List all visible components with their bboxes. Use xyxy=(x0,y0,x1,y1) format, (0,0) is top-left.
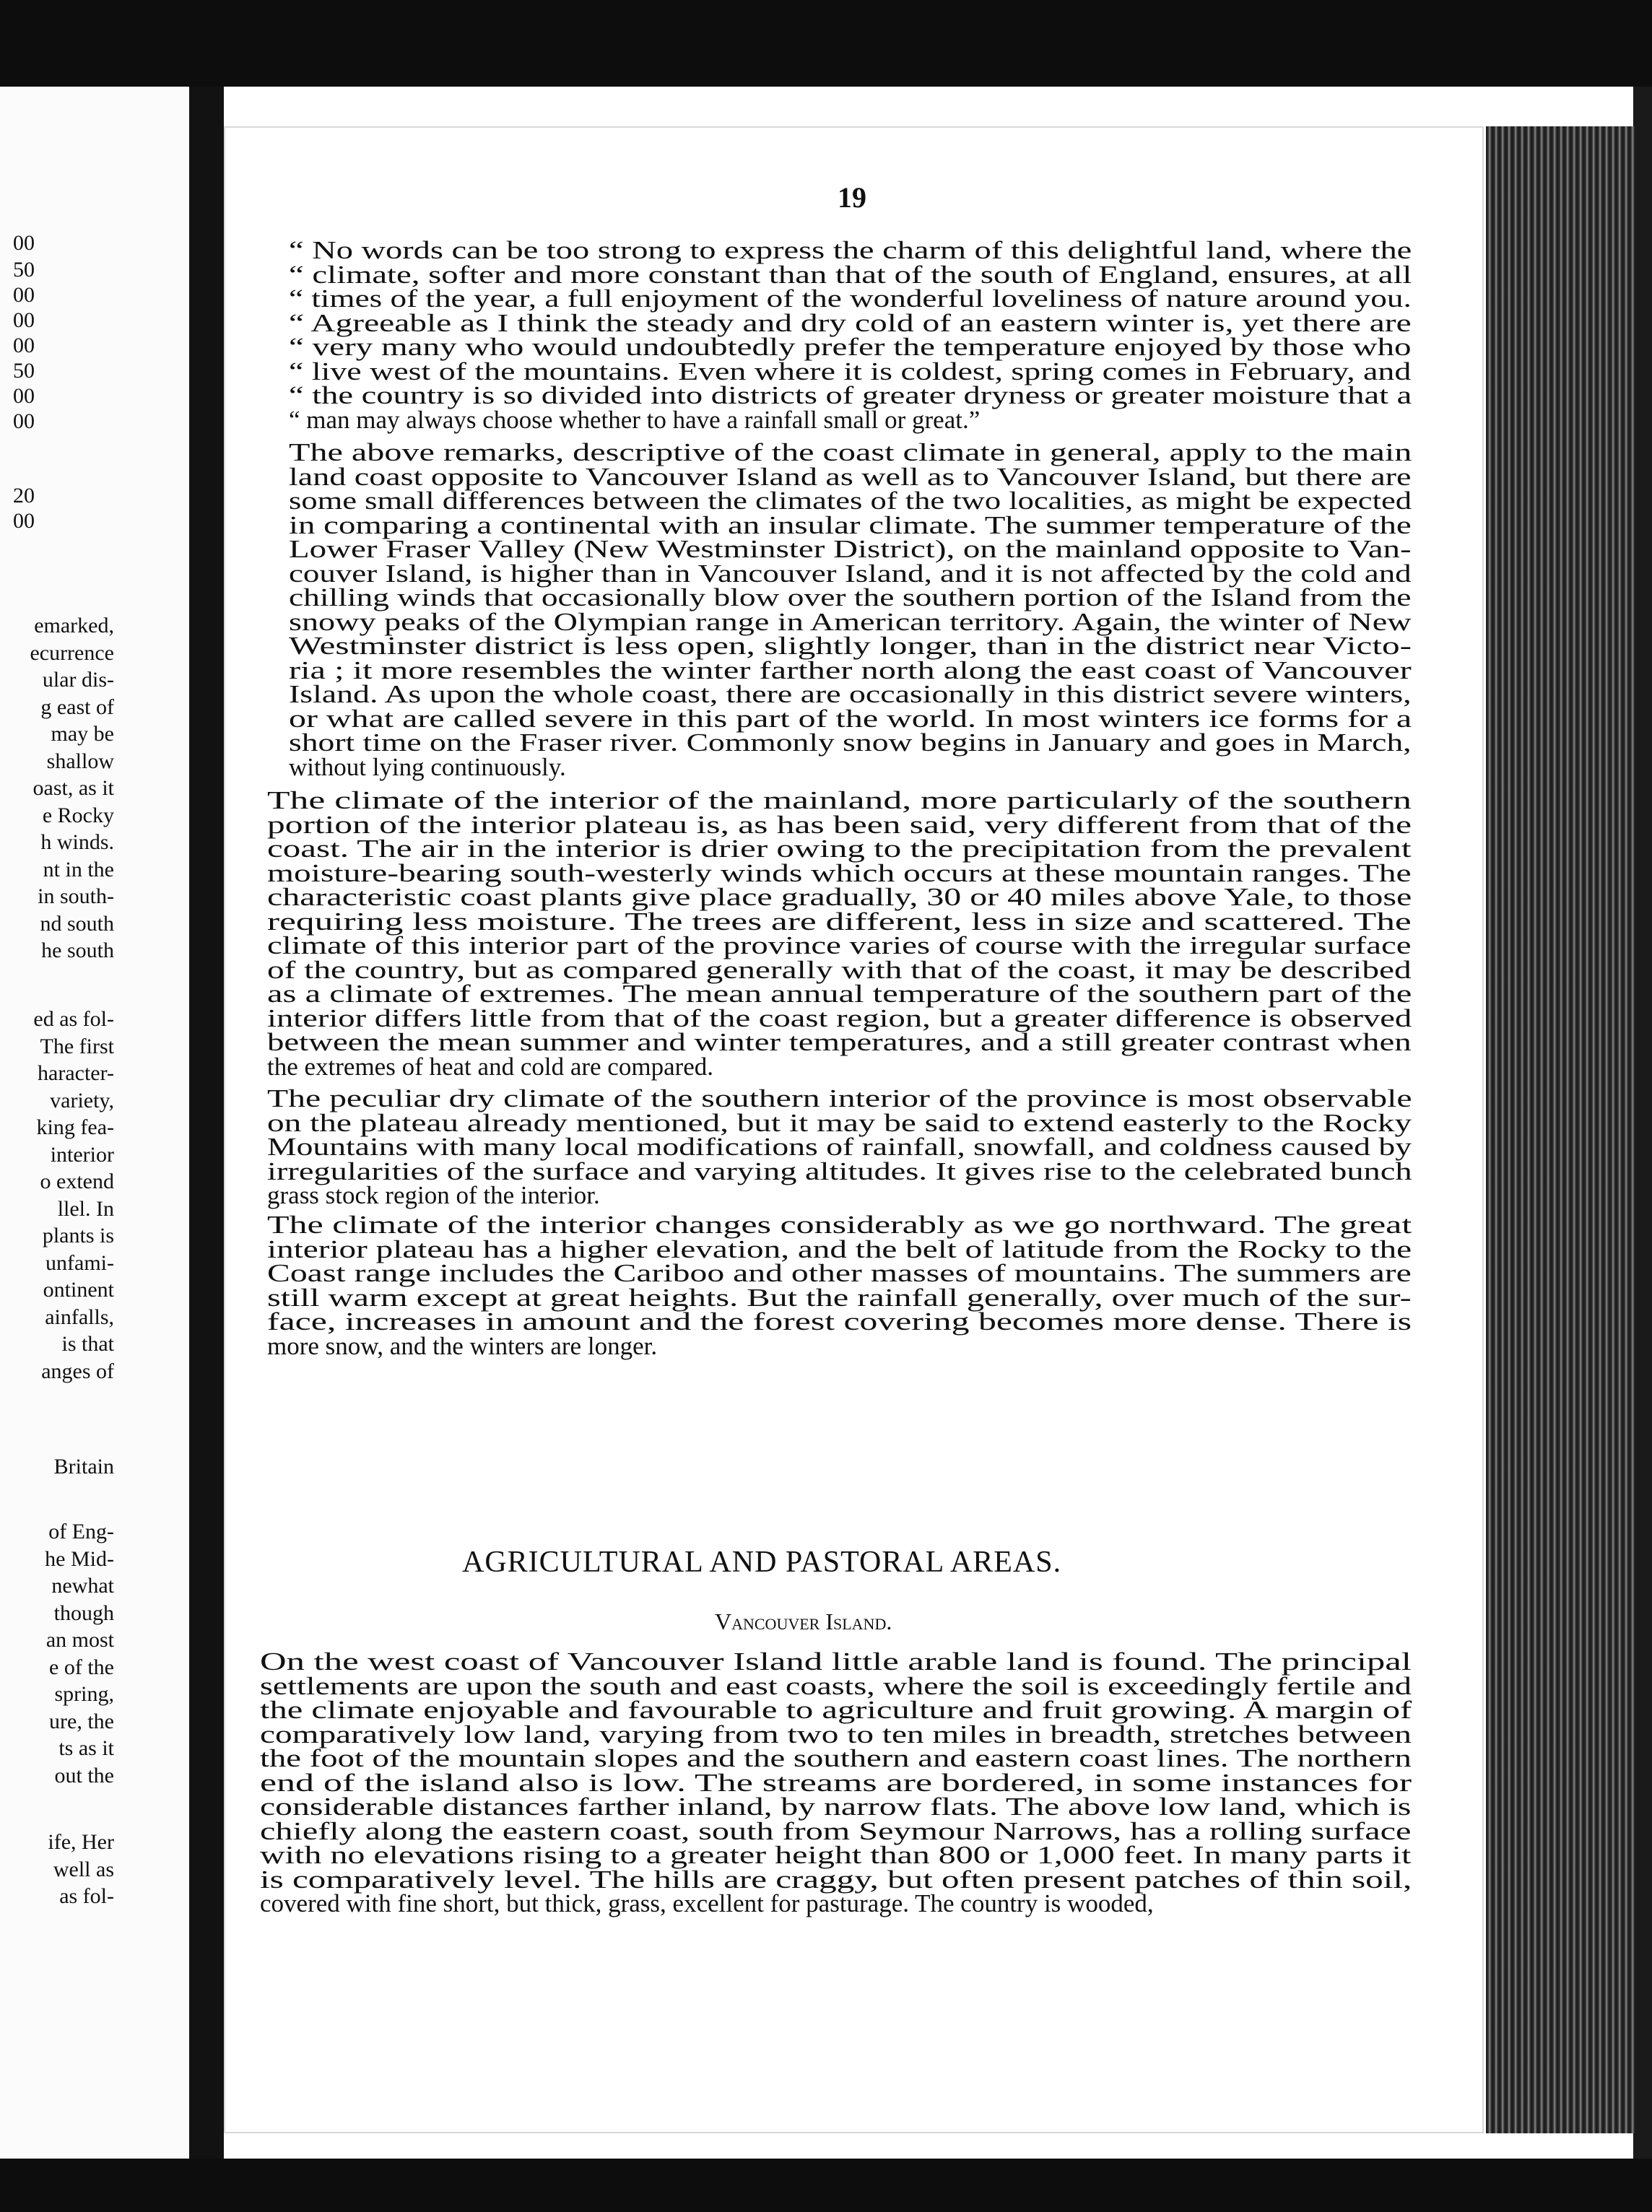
left-page-line: well as xyxy=(53,1857,114,1881)
text-line: “ man may always choose whether to have a rainfall small or great.” xyxy=(289,405,981,434)
left-page-line: anges of xyxy=(41,1359,114,1383)
left-page-number: 00 xyxy=(13,409,35,433)
left-page-line: ed as fol- xyxy=(33,1007,114,1031)
left-page-line: he Mid- xyxy=(45,1546,114,1571)
text-line: short time on the Fraser river. Commonly snow begins in January and goes in March, xyxy=(289,728,1412,757)
left-page-line: out the xyxy=(54,1763,114,1788)
text-line: moisture-bearing south-westerly winds which occurs at these mountain ranges. The xyxy=(267,858,1412,887)
quote-paragraph xyxy=(289,238,1412,432)
left-page-line: ecurrence xyxy=(30,640,114,665)
text-line: land coast opposite to Vancouver Island as well as to Vancouver Island, but there are xyxy=(289,462,1412,491)
text-line: considerable distances farther inland, by narrow flats. The above low land, which is xyxy=(260,1793,1412,1821)
text-line: Mountains with many local modifications of rainfall, snowfall, and coldness caused by xyxy=(267,1133,1412,1161)
left-page-line: he south xyxy=(41,939,114,962)
left-page-line: is that xyxy=(61,1332,114,1356)
page-number: 19 xyxy=(838,181,866,214)
text-line: snowy peaks of the Olympian range in American territory. Again, the winter of New xyxy=(289,607,1412,636)
scan-background-top xyxy=(0,0,1652,87)
left-page-line: h winds. xyxy=(40,830,114,854)
left-page-line: in south- xyxy=(38,884,114,908)
text-line: “ the country is so divided into districts of greater dryness or greater moisture that a xyxy=(289,381,1412,409)
paragraph-coast-climate xyxy=(289,440,1412,779)
left-page-line: g east of xyxy=(40,694,114,719)
left-page-number: 00 xyxy=(13,308,35,332)
text-line: “ climate, softer and more constant than that of the south of England, ensures, at all xyxy=(289,260,1412,289)
text-line: The peculiar dry climate of the southern interior of the province is most observable xyxy=(267,1084,1412,1112)
text-line: The climate of the interior changes considerably as we go northward. The great xyxy=(267,1211,1412,1239)
text-line: Lower Fraser Valley (New Westminster District), on the mainland opposite to Van- xyxy=(289,535,1412,563)
text-line: Coast range includes the Cariboo and other masses of mountains. The summers are xyxy=(267,1259,1412,1287)
text-line: face, increases in amount and the forest covering becomes more dense. There is xyxy=(267,1307,1412,1336)
left-page-line: oast, as it xyxy=(32,776,114,800)
left-page-number: 00 xyxy=(13,509,35,533)
text-line: interior differs little from that of the coast region, but a greater difference is observed xyxy=(267,1003,1412,1032)
left-page-line: e Rocky xyxy=(42,803,114,827)
left-page-line: ular dis- xyxy=(42,668,114,692)
left-page-line: plants is xyxy=(42,1224,114,1247)
paragraph-interior-climate xyxy=(267,788,1412,1079)
text-line: without lying continuously. xyxy=(289,752,566,781)
left-page-line: The first xyxy=(40,1034,114,1058)
left-page-line: o extend xyxy=(40,1170,114,1193)
text-line: the foot of the mountain slopes and the southern and eastern coast lines. The northern xyxy=(260,1744,1412,1772)
left-page-number: 00 xyxy=(13,384,35,408)
left-page-line: spring, xyxy=(54,1682,114,1706)
text-line: Westminster district is less open, slightly longer, than in the district near Victo- xyxy=(289,632,1412,660)
text-line: coast. The air in the interior is drier owing to the precipitation from the prevalent xyxy=(267,835,1412,863)
left-page-line: ontinent xyxy=(43,1278,114,1302)
text-line: grass stock region of the interior. xyxy=(267,1181,600,1209)
text-line: the climate enjoyable and favourable to agriculture and fruit growing. A margin of xyxy=(260,1696,1412,1724)
left-page-line: shallow xyxy=(46,749,114,773)
text-line: characteristic coast plants give place gradually, 30 or 40 miles above Yale, to those xyxy=(267,883,1412,911)
left-page-number: 50 xyxy=(13,258,35,282)
left-page-number: 50 xyxy=(13,359,35,383)
text-line: requiring less moisture. The trees are different, less in size and scattered. The xyxy=(267,907,1412,936)
section-heading: AGRICULTURAL AND PASTORAL AREAS. xyxy=(462,1546,1062,1579)
text-line: climate of this interior part of the province varies of course with the irregular surface xyxy=(267,931,1412,959)
text-line: The above remarks, descriptive of the coast climate in general, apply to the main xyxy=(289,438,1412,466)
text-line: ria ; it more resembles the winter farther north along the east coast of Vancouver xyxy=(289,656,1412,684)
left-page-line: e of the xyxy=(49,1655,114,1679)
left-page-line: ts as it xyxy=(58,1736,114,1760)
text-line: The climate of the interior of the mainland, more particularly of the southern xyxy=(267,786,1412,814)
text-line: On the west coast of Vancouver Island little arable land is found. The principal xyxy=(260,1647,1412,1676)
left-page-line: may be xyxy=(51,722,114,746)
left-page-number: 20 xyxy=(13,484,35,508)
left-page-line: of Eng- xyxy=(48,1520,114,1543)
text-line: or what are called severe in this part of the world. In most winters ice forms for a xyxy=(289,704,1412,733)
text-line: on the plateau already mentioned, but it may be said to extend easterly to the Rocky xyxy=(267,1108,1412,1137)
text-line: “ Agreeable as I think the steady and dry cold of an eastern winter is, yet there are xyxy=(289,308,1412,337)
text-line: “ times of the year, a full enjoyment of the wonderful loveliness of nature around you. xyxy=(289,284,1412,313)
left-page-line: nt in the xyxy=(43,857,114,881)
scan-background-bottom xyxy=(0,2159,1652,2212)
text-line: portion of the interior plateau is, as has been said, very different from that of the xyxy=(267,810,1412,839)
left-page-line: variety, xyxy=(50,1088,114,1112)
text-line: still warm except at great heights. But the rainfall generally, over much of the sur- xyxy=(267,1283,1412,1312)
left-page-line: llel. In xyxy=(57,1196,114,1221)
left-page-line: ife, Her xyxy=(48,1830,114,1854)
left-page-number: 00 xyxy=(13,231,35,255)
left-page-line: emarked, xyxy=(34,614,114,637)
left-page-line: haracter- xyxy=(38,1061,114,1085)
text-line: irregularities of the surface and varying altitudes. It gives rise to the celebrated bunch xyxy=(267,1157,1412,1185)
text-line: in comparing a continental with an insular climate. The summer temperature of the xyxy=(289,510,1412,539)
text-line: with no elevations rising to a greater height than 800 or 1,000 feet. In many parts it xyxy=(260,1841,1412,1869)
left-page-line: an most xyxy=(45,1628,114,1652)
text-line: chiefly along the eastern coast, south from Seymour Narrows, has a rolling surface xyxy=(260,1816,1412,1845)
text-line: comparatively low land, varying from two to ten miles in breadth, stretches between xyxy=(260,1720,1412,1749)
text-line: the extremes of heat and cold are compared. xyxy=(267,1052,714,1081)
book-gutter xyxy=(189,87,224,2159)
left-page-line: ainfalls, xyxy=(45,1305,114,1329)
text-line: chilling winds that occasionally blow over the southern portion of the Island from the xyxy=(289,583,1412,611)
text-line: between the mean summer and winter temperatures, and a still greater contrast when xyxy=(267,1028,1412,1056)
left-page-line: Britain xyxy=(53,1455,114,1479)
sub-heading: Vancouver Island. xyxy=(715,1608,892,1634)
text-line: covered with fine short, but thick, grass, excellent for pasturage. The country is wooded, xyxy=(260,1889,1154,1917)
text-line: “ very many who would undoubtedly prefer the temperature enjoyed by those who xyxy=(289,333,1412,361)
text-line: couver Island, is higher than in Vancouver Island, and it is not affected by the cold and xyxy=(289,559,1412,588)
paragraph-dry-climate xyxy=(267,1084,1412,1209)
paragraph-northern-climate xyxy=(267,1213,1412,1358)
text-line: “ live west of the mountains. Even where it is coldest, spring comes in February, and xyxy=(289,357,1412,386)
left-page-number: 00 xyxy=(13,283,35,307)
left-page-line: unfami- xyxy=(45,1250,114,1275)
left-page-line: as fol- xyxy=(59,1884,114,1908)
left-facing-page xyxy=(0,87,189,2159)
text-line: settlements are upon the south and east coasts, where the soil is exceedingly fertile and xyxy=(260,1671,1412,1700)
left-page-line: newhat xyxy=(51,1574,114,1598)
text-line: is comparatively level. The hills are craggy, but often present patches of thin soil, xyxy=(260,1865,1412,1894)
left-page-line: interior xyxy=(50,1142,114,1167)
text-line: as a climate of extremes. The mean annual temperature of the southern part of the xyxy=(267,980,1412,1008)
left-page-line: ure, the xyxy=(49,1709,114,1733)
text-line: more snow, and the winters are longer. xyxy=(267,1331,658,1360)
text-line: of the country, but as compared generally with that of the coast, it may be described xyxy=(267,955,1412,984)
left-page-line: king fea- xyxy=(36,1115,114,1139)
left-page-line: though xyxy=(53,1601,114,1625)
text-line: end of the island also is low. The streams are bordered, in some instances for xyxy=(260,1768,1412,1797)
left-page-line: nd south xyxy=(40,911,114,936)
paragraph-vancouver-island xyxy=(260,1647,1412,1917)
text-line: interior plateau has a higher elevation, and the belt of latitude from the Rocky to the xyxy=(267,1235,1412,1263)
text-line: “ No words can be too strong to express the charm of this delightful land, where the xyxy=(289,236,1412,264)
text-line: Island. As upon the whole coast, there are occasionally in this district severe winters, xyxy=(289,680,1412,708)
left-page-number: 00 xyxy=(13,334,35,357)
text-line: some small differences between the climates of the two localities, as might be expected xyxy=(289,487,1412,515)
